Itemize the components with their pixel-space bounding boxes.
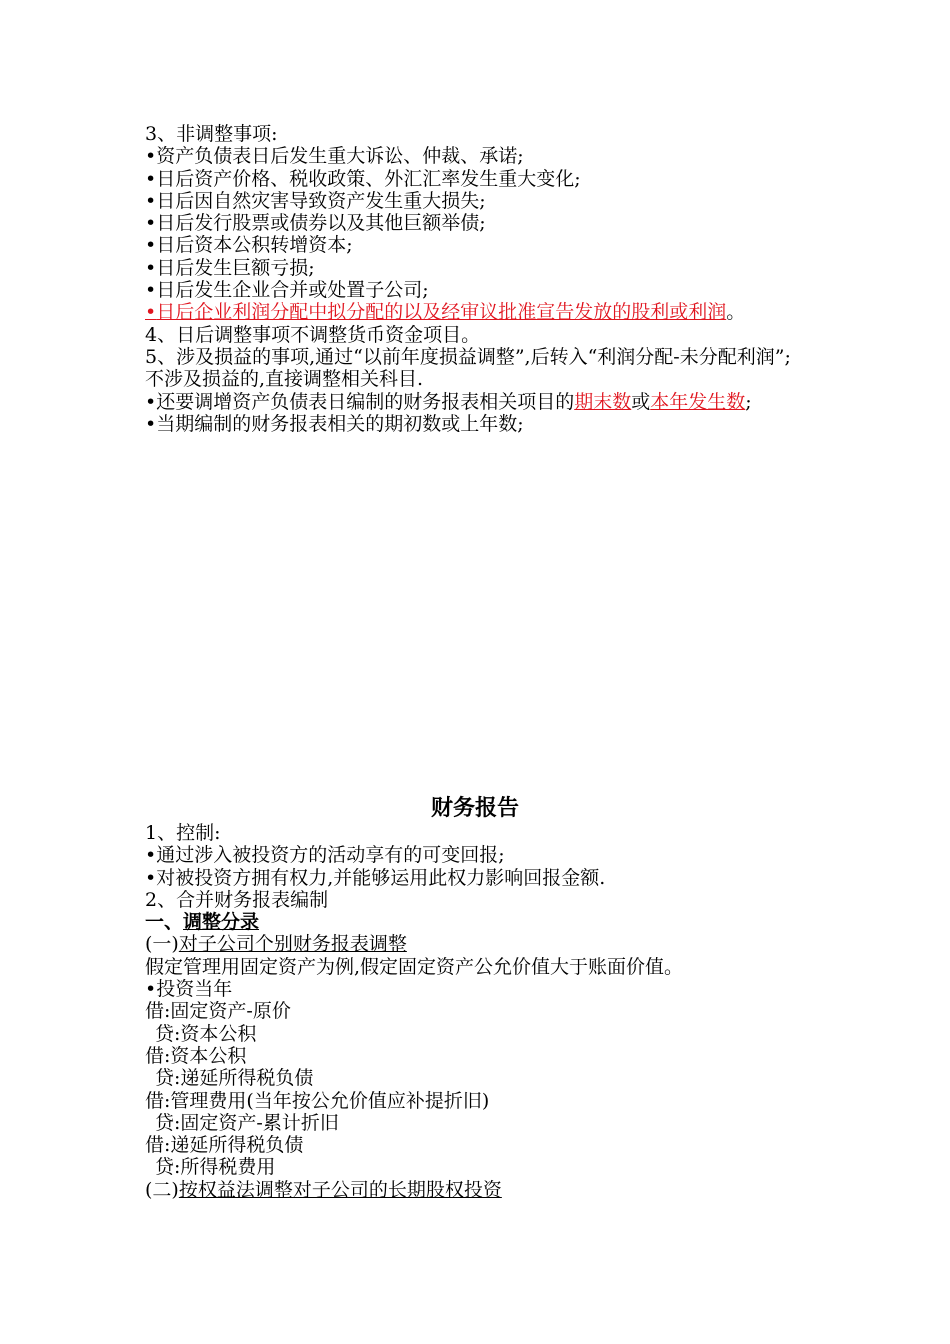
subheading-prefix: (二): [145, 1178, 179, 1201]
page-title: 财务报告: [430, 795, 519, 821]
journal-credit: 贷:资本公积: [155, 1022, 257, 1045]
journal-credit: 贷:固定资产-累计折旧: [155, 1111, 339, 1134]
bullet-item: •资产负债表日后发生重大诉讼、仲裁、承诺;: [145, 145, 524, 168]
subheading-title: 对子公司个别财务报表调整: [178, 933, 407, 956]
highlighted-text: 日后企业利润分配中拟分配的以及经审议批准宣告发放的股利或利润: [156, 301, 727, 324]
bullet-adjust: [145, 391, 805, 413]
section-non-adjusting: [145, 123, 805, 435]
bullet-current-period: •当期编制的财务报表相关的期初数或上年数;: [145, 412, 524, 435]
highlighted-current-year: 本年发生数: [650, 390, 746, 413]
bullet-adjust-suffix: ;: [745, 390, 752, 413]
journal-credit: 贷:所得税费用: [155, 1156, 276, 1179]
bullet-suffix: 。: [726, 301, 746, 324]
journal-credit: 贷:递延所得税负债: [155, 1067, 314, 1090]
subheading-1: [145, 933, 805, 955]
bullet-adjust-mid: 或: [631, 390, 651, 413]
bullet-item: •日后资产价格、税收政策、外汇汇率发生重大变化;: [145, 167, 581, 190]
journal-debit: 借:资本公积: [145, 1044, 247, 1067]
item-4: 4、日后调整事项不调整货币资金项目。: [145, 323, 481, 346]
heading-non-adjusting: 3、非调整事项:: [145, 123, 278, 145]
bullet-item: •投资当年: [145, 978, 233, 1001]
subheading-prefix: (一): [145, 933, 179, 956]
highlighted-ending-balance: 期末数: [574, 390, 632, 413]
heading-control: 1、控制:: [145, 822, 221, 844]
journal-debit: 借:管理费用(当年按公允价值应补提折旧): [145, 1089, 490, 1112]
bullet-item: •日后发生巨额亏损;: [145, 256, 315, 279]
assumption-text: 假定管理用固定资产为例,假定固定资产公允价值大于账面价值。: [145, 955, 684, 978]
heading-title: 调整分录: [183, 911, 260, 934]
section-financial-report: [145, 822, 805, 1201]
subheading-2: [145, 1179, 805, 1201]
bullet-item-highlighted: [145, 301, 805, 323]
heading-prefix: 一、: [145, 911, 184, 934]
subheading-title: 按权益法调整对子公司的长期股权投资: [178, 1178, 502, 1201]
journal-debit: 借:递延所得税负债: [145, 1134, 304, 1157]
bullet-item: •日后资本公积转增资本;: [145, 234, 353, 257]
item-5: 5、涉及损益的事项,通过“以前年度损益调整”,后转入“利润分配-未分配利润”;不涉及损益的,直接调整相关科目.: [145, 345, 791, 391]
bullet-item: •对被投资方拥有权力,并能够运用此权力影响回报金额.: [145, 866, 606, 889]
heading-adjusting-entries: [145, 911, 805, 933]
bullet-marker: •: [145, 301, 157, 324]
bullet-adjust-prefix: •还要调增资产负债表日编制的财务报表相关项目的: [145, 390, 575, 413]
journal-debit: 借:固定资产-原价: [145, 1000, 291, 1023]
bullet-item: •日后发行股票或债券以及其他巨额举债;: [145, 212, 486, 235]
bullet-item: •日后发生企业合并或处置子公司;: [145, 279, 429, 302]
heading-consolidate: 2、合并财务报表编制: [145, 888, 329, 911]
bullet-item: •日后因自然灾害导致资产发生重大损失;: [145, 189, 486, 212]
bullet-item: •通过涉入被投资方的活动享有的可变回报;: [145, 844, 505, 867]
